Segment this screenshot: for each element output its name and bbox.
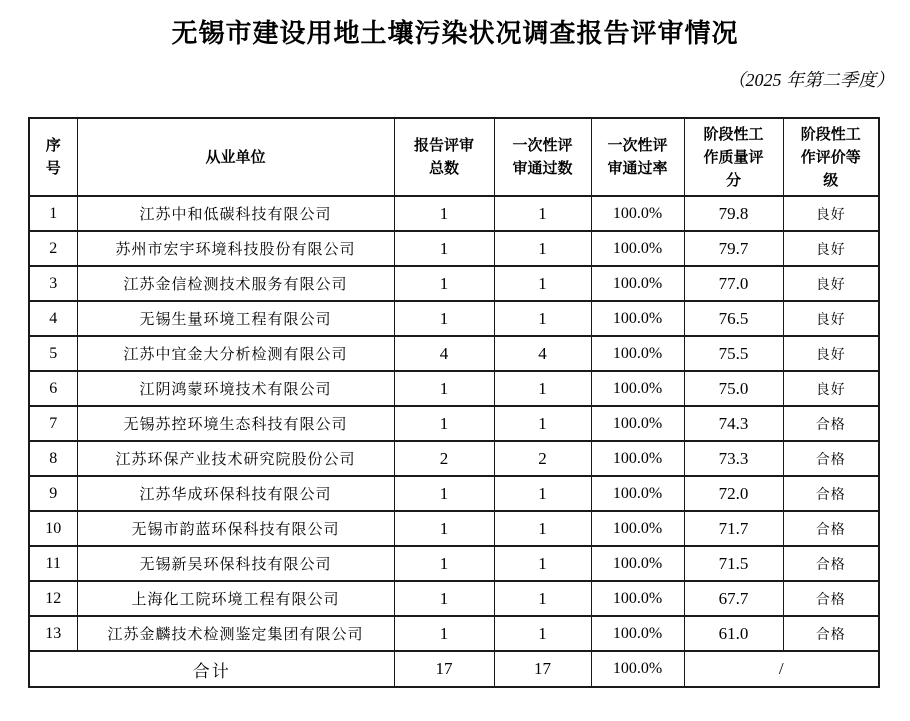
total-cell: 2 bbox=[394, 441, 494, 476]
report-page bbox=[0, 18, 910, 688]
score-cell: 67.7 bbox=[684, 581, 783, 616]
passed-cell: 1 bbox=[494, 616, 591, 651]
rate-cell: 100.0% bbox=[591, 406, 684, 441]
grade-cell: 合格 bbox=[783, 546, 879, 581]
grade-cell: 良好 bbox=[783, 196, 879, 231]
passed-cell: 1 bbox=[494, 196, 591, 231]
seq-cell: 12 bbox=[29, 581, 77, 616]
table-row bbox=[29, 371, 879, 406]
total-cell: 1 bbox=[394, 581, 494, 616]
grade-cell: 合格 bbox=[783, 511, 879, 546]
grade-cell: 良好 bbox=[783, 371, 879, 406]
table-row bbox=[29, 266, 879, 301]
seq-cell: 9 bbox=[29, 476, 77, 511]
score-cell: 77.0 bbox=[684, 266, 783, 301]
score-cell: 61.0 bbox=[684, 616, 783, 651]
seq-cell: 10 bbox=[29, 511, 77, 546]
company-cell: 无锡生量环境工程有限公司 bbox=[77, 301, 394, 336]
passed-cell: 1 bbox=[494, 266, 591, 301]
score-cell: 71.7 bbox=[684, 511, 783, 546]
seq-cell: 13 bbox=[29, 616, 77, 651]
total-rate-cell: 100.0% bbox=[591, 651, 684, 687]
seq-cell: 3 bbox=[29, 266, 77, 301]
column-header-seq: 序号 bbox=[29, 118, 77, 196]
passed-cell: 4 bbox=[494, 336, 591, 371]
grade-cell: 良好 bbox=[783, 266, 879, 301]
score-cell: 73.3 bbox=[684, 441, 783, 476]
total-cell: 1 bbox=[394, 511, 494, 546]
grade-cell: 良好 bbox=[783, 336, 879, 371]
table-row bbox=[29, 511, 879, 546]
company-cell: 江苏中宜金大分析检测有限公司 bbox=[77, 336, 394, 371]
score-cell: 79.8 bbox=[684, 196, 783, 231]
company-cell: 苏州市宏宇环境科技股份有限公司 bbox=[77, 231, 394, 266]
passed-cell: 1 bbox=[494, 581, 591, 616]
seq-cell: 11 bbox=[29, 546, 77, 581]
table-body bbox=[29, 196, 879, 651]
rate-cell: 100.0% bbox=[591, 546, 684, 581]
table-row bbox=[29, 336, 879, 371]
passed-cell: 1 bbox=[494, 476, 591, 511]
company-cell: 江阴鸿蒙环境技术有限公司 bbox=[77, 371, 394, 406]
page-title: 无锡市建设用地土壤污染状况调查报告评审情况 bbox=[171, 18, 739, 48]
passed-cell: 1 bbox=[494, 371, 591, 406]
passed-cell: 1 bbox=[494, 406, 591, 441]
total-cell: 1 bbox=[394, 266, 494, 301]
rate-cell: 100.0% bbox=[591, 301, 684, 336]
company-cell: 江苏金麟技术检测鉴定集团有限公司 bbox=[77, 616, 394, 651]
seq-cell: 8 bbox=[29, 441, 77, 476]
total-cell: 1 bbox=[394, 546, 494, 581]
seq-cell: 1 bbox=[29, 196, 77, 231]
seq-cell: 7 bbox=[29, 406, 77, 441]
total-row bbox=[29, 651, 879, 687]
score-cell: 72.0 bbox=[684, 476, 783, 511]
total-score-grade-cell: / bbox=[684, 651, 879, 687]
seq-cell: 2 bbox=[29, 231, 77, 266]
passed-cell: 1 bbox=[494, 231, 591, 266]
grade-cell: 良好 bbox=[783, 301, 879, 336]
score-cell: 79.7 bbox=[684, 231, 783, 266]
company-cell: 无锡市韵蓝环保科技有限公司 bbox=[77, 511, 394, 546]
table-row bbox=[29, 616, 879, 651]
column-header-score: 阶段性工作质量评分 bbox=[684, 118, 783, 196]
column-header-passed: 一次性评审通过数 bbox=[494, 118, 591, 196]
table-row bbox=[29, 196, 879, 231]
rate-cell: 100.0% bbox=[591, 231, 684, 266]
passed-cell: 1 bbox=[494, 546, 591, 581]
score-cell: 76.5 bbox=[684, 301, 783, 336]
rate-cell: 100.0% bbox=[591, 476, 684, 511]
table-row bbox=[29, 476, 879, 511]
total-label-cell: 合计 bbox=[29, 651, 394, 687]
table-row bbox=[29, 581, 879, 616]
company-cell: 无锡苏控环境生态科技有限公司 bbox=[77, 406, 394, 441]
grade-cell: 合格 bbox=[783, 406, 879, 441]
table-row bbox=[29, 546, 879, 581]
review-table bbox=[28, 117, 880, 688]
total-cell: 1 bbox=[394, 301, 494, 336]
rate-cell: 100.0% bbox=[591, 371, 684, 406]
passed-cell: 2 bbox=[494, 441, 591, 476]
column-header-grade: 阶段性工作评价等级 bbox=[783, 118, 879, 196]
rate-cell: 100.0% bbox=[591, 441, 684, 476]
company-cell: 江苏金信检测技术服务有限公司 bbox=[77, 266, 394, 301]
company-cell: 江苏环保产业技术研究院股份公司 bbox=[77, 441, 394, 476]
grade-cell: 良好 bbox=[783, 231, 879, 266]
company-cell: 上海化工院环境工程有限公司 bbox=[77, 581, 394, 616]
score-cell: 71.5 bbox=[684, 546, 783, 581]
rate-cell: 100.0% bbox=[591, 336, 684, 371]
table-row bbox=[29, 441, 879, 476]
total-reports-cell: 17 bbox=[394, 651, 494, 687]
rate-cell: 100.0% bbox=[591, 616, 684, 651]
seq-cell: 4 bbox=[29, 301, 77, 336]
rate-cell: 100.0% bbox=[591, 511, 684, 546]
company-cell: 江苏中和低碳科技有限公司 bbox=[77, 196, 394, 231]
company-cell: 江苏华成环保科技有限公司 bbox=[77, 476, 394, 511]
grade-cell: 合格 bbox=[783, 616, 879, 651]
header-row bbox=[29, 118, 879, 196]
table-row bbox=[29, 301, 879, 336]
column-header-rate: 一次性评审通过率 bbox=[591, 118, 684, 196]
report-period: （2025 年第二季度） bbox=[727, 70, 894, 90]
company-cell: 无锡新吴环保科技有限公司 bbox=[77, 546, 394, 581]
grade-cell: 合格 bbox=[783, 476, 879, 511]
rate-cell: 100.0% bbox=[591, 581, 684, 616]
table-row bbox=[29, 406, 879, 441]
table-row bbox=[29, 231, 879, 266]
total-cell: 1 bbox=[394, 616, 494, 651]
total-cell: 1 bbox=[394, 196, 494, 231]
score-cell: 75.5 bbox=[684, 336, 783, 371]
score-cell: 74.3 bbox=[684, 406, 783, 441]
score-cell: 75.0 bbox=[684, 371, 783, 406]
seq-cell: 6 bbox=[29, 371, 77, 406]
total-cell: 1 bbox=[394, 371, 494, 406]
grade-cell: 合格 bbox=[783, 581, 879, 616]
total-cell: 1 bbox=[394, 406, 494, 441]
rate-cell: 100.0% bbox=[591, 266, 684, 301]
passed-cell: 1 bbox=[494, 511, 591, 546]
column-header-total: 报告评审总数 bbox=[394, 118, 494, 196]
total-cell: 1 bbox=[394, 476, 494, 511]
total-passed-cell: 17 bbox=[494, 651, 591, 687]
total-cell: 1 bbox=[394, 231, 494, 266]
grade-cell: 合格 bbox=[783, 441, 879, 476]
rate-cell: 100.0% bbox=[591, 196, 684, 231]
passed-cell: 1 bbox=[494, 301, 591, 336]
column-header-company: 从业单位 bbox=[77, 118, 394, 196]
total-cell: 4 bbox=[394, 336, 494, 371]
seq-cell: 5 bbox=[29, 336, 77, 371]
